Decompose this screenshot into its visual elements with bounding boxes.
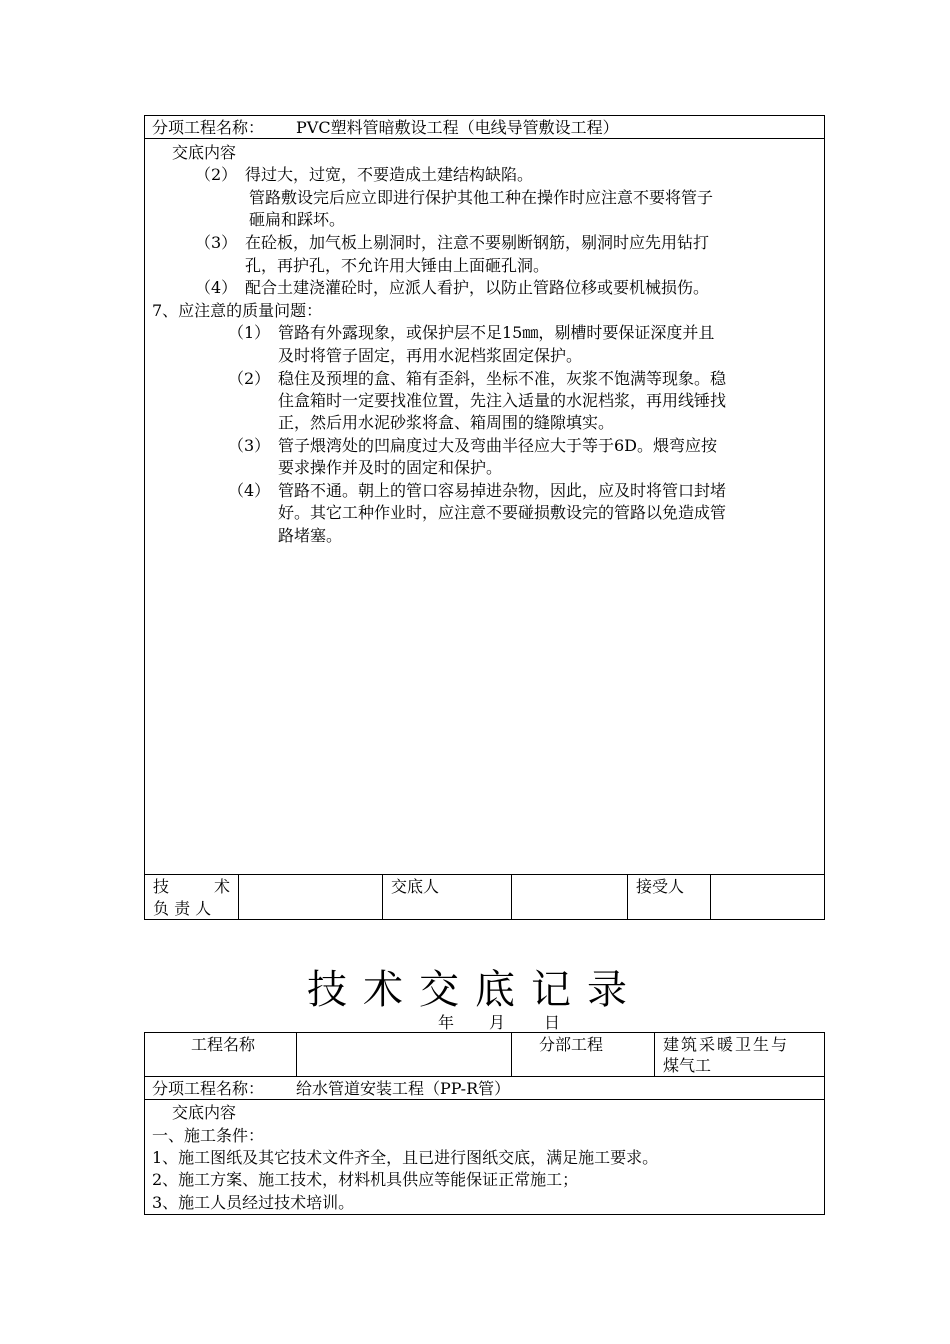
date-year-label: 年 xyxy=(438,1013,455,1032)
item-number: （1） xyxy=(228,323,271,342)
table1-border-right xyxy=(824,115,825,920)
item-number: （3） xyxy=(228,436,271,455)
item-text-line: 砸扁和踩坏。 xyxy=(249,210,346,229)
table2-divider-3 xyxy=(654,1032,655,1077)
item-text-line: 管路不通。朝上的管口容易掉进杂物，因此，应及时将管口封堵 xyxy=(278,481,727,500)
item-text-line: 路堵塞。 xyxy=(278,526,343,545)
receiver-label: 接受人 xyxy=(636,877,685,896)
tech-head-label-b: 术 xyxy=(214,877,231,896)
table1-sign-divider-4 xyxy=(627,874,628,920)
table2-divider-2 xyxy=(511,1032,512,1077)
division-value-line: 建筑采暖卫生与 xyxy=(663,1035,790,1054)
table1-sign-divider-3 xyxy=(511,874,512,920)
table1-sign-divider-2 xyxy=(382,874,383,920)
subproject-label: 分项工程名称： xyxy=(152,118,265,137)
table1-border-left xyxy=(144,115,145,920)
item-text-line: 好。其它工种作业时，应注意不要碰损敷设完的管路以免造成管 xyxy=(278,503,727,522)
item-text-line: 要求操作并及时的固定和保护。 xyxy=(278,458,503,477)
table2-border-right xyxy=(824,1032,825,1215)
item-number: （2） xyxy=(228,369,271,388)
subproject-name: PVC塑料管暗敷设工程（电线导管敷设工程） xyxy=(296,118,619,137)
item-text-line: 及时将管子固定，再用水泥档浆固定保护。 xyxy=(278,346,583,365)
tech-head-label-a: 技 xyxy=(153,877,170,896)
item-number: （4） xyxy=(228,481,271,500)
date-day-label: 日 xyxy=(544,1013,561,1032)
item-text-line: 管路敷设完后应立即进行保护其他工种在操作时应注意不要将管子 xyxy=(249,188,714,207)
tech-head-label-c: 负 责 人 xyxy=(153,899,212,918)
item-text-line: 在砼板，加气板上剔洞时，注意不要剔断钢筋，剔洞时应先用钻打 xyxy=(245,233,710,252)
table2-divider-1 xyxy=(296,1032,297,1077)
content-line: 2、施工方案、施工技术，材料机具供应等能保证正常施工； xyxy=(152,1170,579,1189)
content-line: 一、施工条件： xyxy=(152,1126,265,1145)
date-month-label: 月 xyxy=(489,1013,506,1032)
table2-border-top xyxy=(144,1032,825,1033)
handover-person-label: 交底人 xyxy=(391,877,440,896)
subproject-label: 分项工程名称： xyxy=(152,1079,265,1098)
table2-border-left xyxy=(144,1032,145,1215)
project-name-label: 工程名称 xyxy=(191,1035,256,1054)
item-text-line: 管路有外露现象，或保护层不足15㎜，剔槽时要保证深度并且 xyxy=(278,323,715,342)
division-value-line: 煤气工 xyxy=(663,1056,712,1075)
content-label: 交底内容 xyxy=(172,1103,237,1122)
item-text-line: 孔，再护孔，不允许用大锤由上面砸孔洞。 xyxy=(245,256,550,275)
item-text-line: 配合土建浇灌砼时，应派人看护，以防止管路位移或要机械损伤。 xyxy=(245,278,710,297)
division-label: 分部工程 xyxy=(539,1035,604,1054)
table1-sign-divider-5 xyxy=(710,874,711,920)
section-heading: 7、应注意的质量问题： xyxy=(152,301,323,320)
table1-border-bottom xyxy=(144,919,825,920)
item-text-line: 正，然后用水泥砂浆将盒、箱周围的缝隙填实。 xyxy=(278,413,615,432)
item-text-line: 稳住及预埋的盒、箱有歪斜，坐标不准，灰浆不饱满等现象。稳 xyxy=(278,369,727,388)
item-number: （4） xyxy=(195,278,238,297)
table1-border-top xyxy=(144,115,825,116)
content-line: 3、施工人员经过技术培训。 xyxy=(152,1193,355,1212)
item-text-line: 住盒箱时一定要找准位置，先注入适量的水泥档浆，再用线锤找 xyxy=(278,391,727,410)
content-line: 1、施工图纸及其它技术文件齐全，且已进行图纸交底，满足施工要求。 xyxy=(152,1148,659,1167)
item-number: （3） xyxy=(195,233,238,252)
table2-border-bottom xyxy=(144,1214,825,1215)
item-number: （2） xyxy=(195,165,238,184)
item-text-line: 管子煨湾处的凹扁度过大及弯曲半径应大于等于6D。煨弯应按 xyxy=(278,436,718,455)
content-label: 交底内容 xyxy=(172,143,237,162)
table2-border-row1 xyxy=(144,1076,825,1077)
item-text-line: 得过大，过宽，不要造成土建结构缺陷。 xyxy=(245,165,534,184)
subproject-name: 给水管道安装工程（PP-R管） xyxy=(296,1079,511,1098)
table1-sign-divider-1 xyxy=(238,874,239,920)
record-title: 技术交底记录 xyxy=(307,967,643,1013)
table1-border-sign xyxy=(144,874,825,875)
